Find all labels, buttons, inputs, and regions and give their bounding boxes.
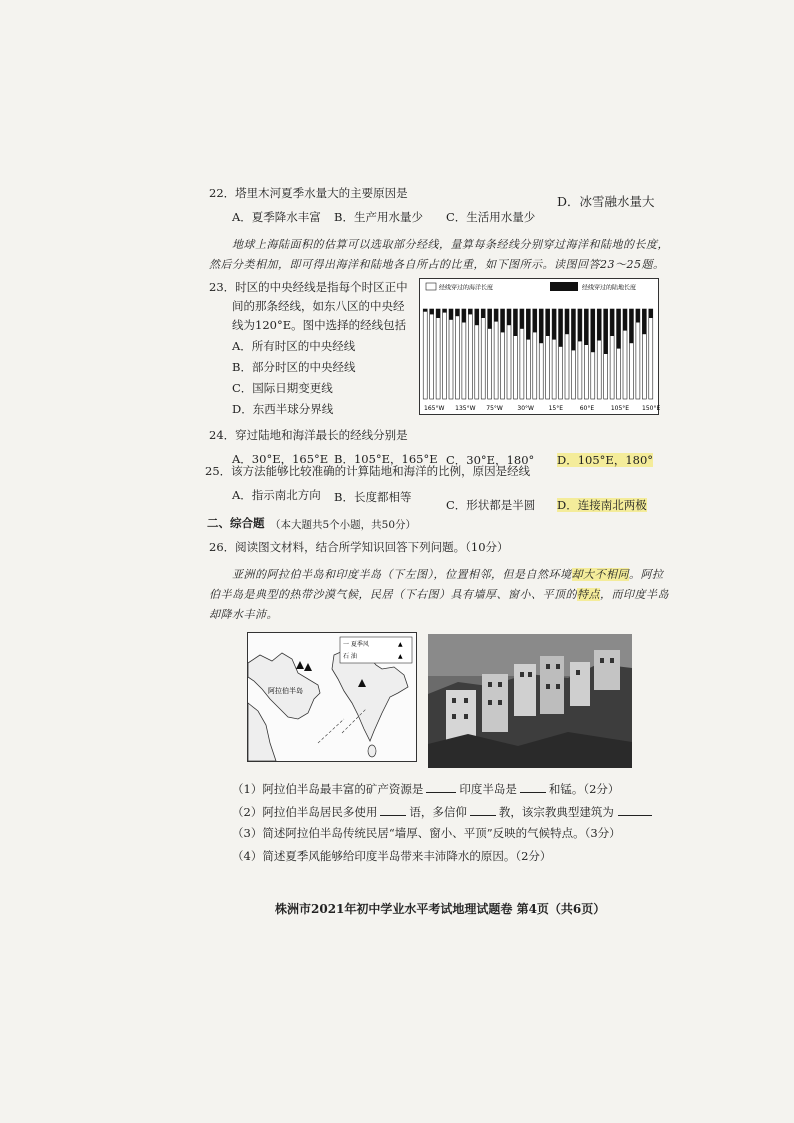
map-monsoon-arrow — [318, 719, 344, 743]
meridian-bar-land — [552, 309, 556, 340]
intro-line-2: 然后分类相加，即可得出海洋和陆地各自所占的比重，如下图所示。读图回答23～25题。 — [209, 258, 665, 271]
meridian-bar-land — [629, 309, 633, 343]
map-oil-marker-1 — [296, 661, 304, 669]
chart-tick-label: 15°E — [548, 405, 564, 412]
meridian-bar-land — [597, 309, 601, 341]
q24-option-a: A．30°E，165°E — [232, 452, 329, 466]
map-arabia-shape — [248, 653, 320, 719]
sub2-c: 教，该宗教典型建筑为 — [498, 805, 614, 819]
chart-tick-label: 105°E — [610, 405, 630, 412]
meridian-bar-land — [610, 309, 614, 336]
meridian-bar-ocean — [494, 309, 498, 399]
photo-building-4 — [540, 656, 564, 714]
q22-option-a: A．夏季降水丰富 — [232, 210, 321, 224]
q22-option-d: D．冰雪融水量大 — [557, 194, 655, 209]
q25-option-d — [557, 500, 647, 512]
q26-sub4: （4）简述夏季风能够给印度半岛带来丰沛降水的原因。（2分） — [232, 849, 552, 863]
q23-line-2: 间的那条经线，如东八区的中央经 — [232, 299, 405, 313]
meridian-bar-land — [571, 309, 575, 350]
material-2b: 特点 — [577, 588, 600, 601]
q25-option-c: C．形状都是半圆 — [446, 498, 536, 512]
q23-option-b: B．部分时区的中央经线 — [232, 360, 356, 374]
chart-tick-label: 165°W — [424, 405, 445, 412]
q22-option-b: B．生产用水量少 — [334, 210, 423, 224]
meridian-bar-land — [539, 309, 543, 343]
chart-tick-label: 30°W — [517, 405, 535, 412]
meridian-bar-ocean — [468, 309, 472, 399]
meridian-bar-ocean — [430, 309, 434, 399]
meridian-bar-land — [488, 309, 492, 329]
q22-stem: 22．塔里木河夏季水量大的主要原因是 — [209, 186, 408, 200]
meridian-bar-land — [623, 309, 627, 331]
map-svg — [248, 633, 416, 761]
material-1b: 却大不相同 — [571, 568, 629, 581]
meridian-bar-ocean — [449, 309, 453, 399]
map-legend-symbol-2: ▲ — [398, 653, 403, 660]
material-1c: 。阿拉 — [629, 568, 664, 581]
meridian-bar-land — [468, 309, 472, 314]
material-2c: ，而印度半岛 — [600, 588, 669, 601]
q23-option-d: D．东西半球分界线 — [232, 402, 334, 416]
meridian-bar-land — [559, 309, 563, 347]
sub2-b: 语，多信仰 — [409, 805, 467, 819]
meridian-bar-land — [475, 309, 479, 325]
arabia-india-map — [247, 632, 417, 762]
meridian-bar-land — [591, 309, 595, 352]
legend-land-label: 经线穿过的陆地长度 — [582, 284, 637, 292]
meridian-bar-land — [617, 309, 621, 349]
chart-ticks — [424, 405, 660, 412]
sub1-blank-1[interactable] — [426, 782, 456, 793]
meridian-land-ocean-chart — [419, 278, 659, 415]
q26-stem: 26．阅读图文材料，结合所学知识回答下列问题。（10分） — [209, 540, 509, 554]
meridian-bar-land — [507, 309, 511, 325]
meridian-bar-ocean — [443, 309, 447, 399]
intro-line-1: 地球上海陆面积的估算可以选取部分经线，量算每条经线分别穿过海洋和陆地的长度， — [232, 238, 669, 251]
photo-svg — [428, 634, 632, 768]
map-africa-shape — [248, 703, 276, 761]
chart-tick-label: 150°E — [642, 405, 661, 412]
chart-tick-label: 75°W — [486, 405, 503, 412]
meridian-bar-land — [636, 309, 640, 323]
q23-line-3: 线为120°E。图中选择的经线包括 — [232, 318, 407, 332]
q24-stem: 24．穿过陆地和海洋最长的经线分别是 — [209, 428, 408, 442]
material-2a: 伯半岛是典型的热带沙漠气候，民居（下右图）具有墙厚、窗小、平顶的 — [209, 588, 577, 601]
q24-option-d — [557, 455, 653, 467]
meridian-bar-land — [449, 309, 453, 320]
photo-building-2 — [482, 674, 508, 732]
q26-sub2 — [232, 805, 652, 819]
meridian-bar-land — [513, 309, 517, 336]
page-footer: 株洲市2021年初中学业水平考试地理试题卷 第4页（共6页） — [275, 902, 606, 916]
meridian-bar-land — [578, 309, 582, 341]
sub1-a: （1）阿拉伯半岛最丰富的矿产资源是 — [232, 782, 424, 796]
meridian-bar-land — [642, 309, 646, 334]
meridian-bar-land — [423, 309, 427, 312]
meridian-bar-land — [494, 309, 498, 322]
traditional-dwelling-photo — [428, 634, 632, 768]
q26-sub1 — [232, 782, 619, 796]
map-label-arabia: 阿拉伯半岛 — [268, 687, 303, 695]
q25-option-d-text: D．连接南北两极 — [557, 498, 647, 512]
q26-material-line-2 — [209, 586, 669, 602]
meridian-bar-land — [436, 309, 440, 318]
legend-land-swatch — [550, 282, 578, 291]
meridian-bar-land — [520, 309, 524, 329]
meridian-bar-land — [604, 309, 608, 354]
q26-material-line-1 — [232, 566, 664, 582]
sub2-a: （2）阿拉伯半岛居民多使用 — [232, 805, 378, 819]
q23-line-1: 23．时区的中央经线是指每个时区正中 — [209, 280, 408, 294]
map-legend-symbol-1: ▲ — [398, 641, 403, 648]
chart-svg — [420, 279, 661, 414]
q23-option-c: C．国际日期变更线 — [232, 381, 333, 395]
sub2-blank-2[interactable] — [470, 805, 496, 816]
q23-option-a: A．所有时区的中央经线 — [232, 339, 356, 353]
meridian-bar-land — [565, 309, 569, 334]
q22-option-c: C．生活用水量少 — [446, 210, 536, 224]
meridian-bar-land — [584, 309, 588, 345]
meridian-bar-land — [443, 309, 447, 313]
meridian-bar-ocean — [455, 309, 459, 399]
meridian-bar-land — [546, 309, 550, 336]
section2-note: （本大题共5个小题，共50分） — [270, 519, 417, 531]
material-1a: 亚洲的阿拉伯半岛和印度半岛（下左图），位置相邻，但是自然环境 — [232, 568, 572, 581]
photo-building-6 — [594, 650, 620, 690]
meridian-bar-ocean — [423, 309, 427, 399]
q26-sub3: （3）简述阿拉伯半岛传统民居“墙厚、窗小、平顶”反映的气候特点。（3分） — [232, 826, 621, 840]
meridian-bar-land — [462, 309, 466, 323]
q24-option-d-text: D．105°E，180° — [557, 453, 654, 467]
map-oil-marker-2 — [304, 663, 312, 671]
meridian-bar-ocean — [481, 309, 485, 399]
chart-bars — [423, 309, 653, 399]
q24-option-c: C．30°E，180° — [446, 453, 535, 467]
chart-tick-label: 135°W — [455, 405, 476, 412]
meridian-bar-land — [430, 309, 434, 314]
meridian-bar-land — [649, 309, 653, 318]
sub1-c: 和锰。（2分） — [548, 782, 620, 796]
legend-ocean-swatch — [426, 283, 436, 290]
q25-stem: 25．该方法能够比较准确的计算陆地和海洋的比例，原因是经线 — [205, 464, 531, 478]
meridian-bar-land — [526, 309, 530, 340]
sub1-blank-2[interactable] — [520, 782, 546, 793]
map-legend-monsoon: 一 夏季风 — [343, 641, 369, 648]
meridian-bar-land — [455, 309, 459, 316]
meridian-bar-land — [533, 309, 537, 332]
legend-ocean-label: 经线穿过的海洋长度 — [439, 284, 494, 292]
q25-option-b: B．长度都相等 — [334, 490, 412, 504]
photo-building-3 — [514, 664, 536, 716]
photo-building-1 — [446, 690, 476, 740]
map-srilanka-shape — [368, 745, 376, 757]
meridian-bar-land — [501, 309, 505, 332]
q26-material-line-3: 却降水丰沛。 — [209, 608, 278, 621]
meridian-bar-ocean — [436, 309, 440, 399]
photo-building-5 — [570, 662, 590, 706]
q25-option-a: A．指示南北方向 — [232, 488, 321, 502]
meridian-bar-ocean — [649, 309, 653, 399]
sub1-b: 印度半岛是 — [459, 782, 517, 796]
sub2-blank-3[interactable] — [618, 805, 652, 816]
meridian-bar-land — [481, 309, 485, 318]
q24-option-b: B．105°E，165°E — [334, 452, 438, 466]
sub2-blank-1[interactable] — [380, 805, 406, 816]
map-legend-oil: 石 油 — [343, 653, 357, 660]
section2-title: 二、综合题 — [207, 516, 265, 530]
chart-tick-label: 60°E — [579, 405, 595, 412]
